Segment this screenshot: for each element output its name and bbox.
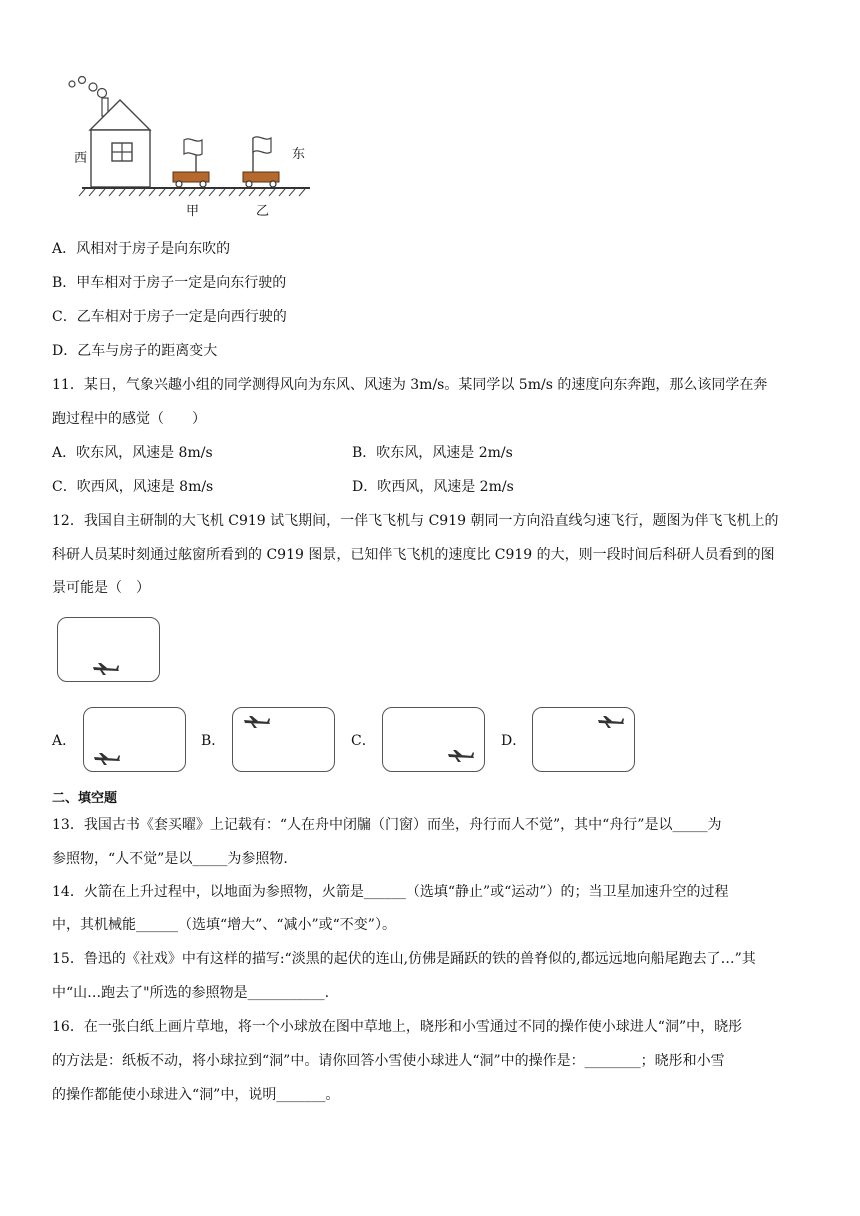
q10-option-d: D．乙车与房子的距离变大: [52, 343, 218, 359]
q14-line1: 14．火箭在上升过程中，以地面为参照物，火箭是______（选填“静止”或“运动”）的；当卫星加速升空的过程: [52, 884, 729, 900]
cart-b-icon: [243, 137, 279, 187]
q12-choice-c-label: C．: [351, 733, 376, 749]
q12-stem-line1: 12．我国自主研制的大飞机 C919 试飞期间，一伴飞飞机与 C919 朝同一方向沿直线匀速飞行，题图为伴飞飞机上的: [52, 513, 779, 529]
ground-icon: [79, 188, 310, 196]
west-label: 西: [74, 151, 88, 166]
q15-line2: 中“山…跑去了"所选的参照物是___________.: [52, 985, 330, 1001]
q15-line1: 15．鲁迅的《社戏》中有这样的描写:“淡黑的起伏的连山,仿佛是踊跃的铁的兽脊似的,都远远地向船尾跑去了…”其: [52, 951, 756, 967]
q11-option-d: D．吹西风，风速是 2m/s: [352, 479, 514, 495]
airplane-icon: [597, 715, 625, 729]
cart-a-icon: [173, 139, 209, 187]
east-label: 东: [292, 147, 306, 162]
cart-a-label: 甲: [186, 204, 200, 219]
q12-choice-a-label: A．: [52, 733, 77, 749]
q16-line3: 的操作都能使小球进入“洞”中，说明_______。: [52, 1087, 340, 1103]
q12-choice-b-label: B．: [201, 733, 226, 749]
q11-stem-line2: 跑过程中的感觉（ ）: [52, 411, 206, 427]
airplane-icon: [92, 662, 120, 676]
q11-option-c: C．吹西风，风速是 8m/s: [52, 479, 214, 495]
q10-option-b: B．甲车相对于房子一定是向东行驶的: [52, 275, 287, 291]
smoke-puff-icon: [69, 81, 75, 87]
q12-stem-line2: 科研人员某时刻通过舷窗所看到的 C919 图景，已知伴飞飞机的速度比 C919 的大，则一段时间后科研人员看到的图: [52, 547, 775, 563]
q11-stem-line1: 11．某日，气象兴趣小组的同学测得风向为东风、风速为 3m/s。某同学以 5m/s 的速度向东奔跑，那么该同学在奔: [52, 377, 768, 393]
q12-choice-d-label: D．: [501, 733, 527, 749]
house-cart-figure: [60, 70, 320, 220]
house-icon: [90, 100, 150, 187]
q11-option-a: A．吹东风，风速是 8m/s: [52, 445, 213, 461]
q16-line2: 的方法是：纸板不动，将小球拉到“洞”中。请你回答小雪使小球进人“洞”中的操作是：________；晓彤和小雪: [52, 1053, 725, 1069]
q13-line2: 参照物，“人不觉”是以_____为参照物.: [52, 851, 288, 867]
q13-line1: 13．我国古书《套买曜》上记载有：“人在舟中闭牖（门窗）而坐，舟行而人不觉”，其中“舟行”是以_____为: [52, 817, 722, 833]
q14-line2: 中，其机械能______（选填“增大”、“减小”或“不变”）。: [52, 917, 396, 933]
q16-line1: 16．在一张白纸上画片草地，将一个小球放在图中草地上，晓彤和小雪通过不同的操作使小球进人“洞”中，晓彤: [52, 1019, 743, 1035]
section-title: 二、填空题: [52, 791, 118, 806]
q10-option-a: A．风相对于房子是向东吹的: [52, 241, 231, 257]
q11-option-b: B．吹东风，风速是 2m/s: [352, 445, 513, 461]
airplane-icon: [447, 749, 475, 763]
airplane-icon: [243, 715, 271, 729]
q10-option-c: C．乙车相对于房子一定是向西行驶的: [52, 309, 287, 325]
q12-stem-line3: 景可能是（ ）: [52, 580, 150, 596]
airplane-icon: [93, 752, 121, 766]
cart-b-label: 乙: [256, 204, 270, 219]
